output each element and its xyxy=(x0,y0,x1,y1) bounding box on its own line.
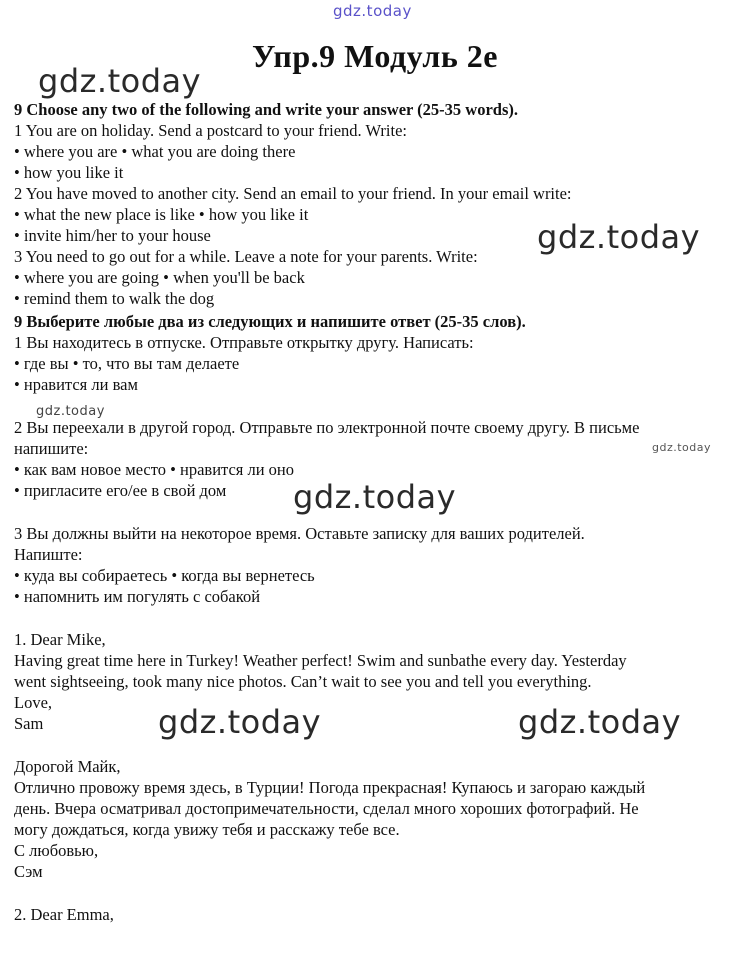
task-line-en: 3 You need to go out for a while. Leave a note for your parents. Write: xyxy=(14,247,478,266)
task-line-en: • remind them to walk the dog xyxy=(14,289,215,308)
task-line-en: 1 You are on holiday. Send a postcard to your friend. Write: xyxy=(14,121,407,140)
answer-line-ru: Отлично провожу время здесь, в Турции! Погода прекрасная! Купаюсь и загораю каждый xyxy=(14,778,646,797)
task-line-en: • invite him/her to your house xyxy=(14,226,211,245)
task-line-ru: 3 Вы должны выйти на некоторое время. Оставьте записку для ваших родителей. xyxy=(14,524,585,543)
answer-line-ru: Сэм xyxy=(14,862,43,881)
task-line-en: 2 You have moved to another city. Send an email to your friend. In your email write: xyxy=(14,184,572,203)
answer-line-ru: могу дождаться, когда увижу тебя и расскажу тебе все. xyxy=(14,820,400,839)
answer-line-en: Having great time here in Turkey! Weather perfect! Swim and sunbathe every day. Yesterday xyxy=(14,651,627,670)
task-line-ru: напишите: xyxy=(14,439,89,458)
task-line-ru: 1 Вы находитесь в отпуске. Отправьте открытку другу. Написать: xyxy=(14,333,474,352)
answer-line-ru: С любовью, xyxy=(14,841,99,860)
watermark: gdz.today xyxy=(293,478,457,516)
watermark: gdz.today xyxy=(652,441,712,454)
answer-line-en: Love, xyxy=(14,693,53,712)
task-line-ru: • напомнить им погулять с собакой xyxy=(14,587,261,606)
task-heading-en: 9 Choose any two of the following and write your answer (25-35 words). xyxy=(14,100,519,119)
watermark: gdz.today xyxy=(38,62,202,100)
task-line-ru: 2 Вы переехали в другой город. Отправьте по электронной почте своему другу. В письме xyxy=(14,418,640,437)
task-line-ru: Напиште: xyxy=(14,545,83,564)
answer-line-en: Sam xyxy=(14,714,44,733)
answer-line-en: 1. Dear Mike, xyxy=(14,630,106,649)
task-line-en: • what the new place is like • how you like it xyxy=(14,205,309,224)
task-line-en: • where you are • what you are doing there xyxy=(14,142,296,161)
watermark: gdz.today xyxy=(36,404,105,419)
task-line-ru: • как вам новое место • нравится ли оно xyxy=(14,460,295,479)
task-line-en: • where you are going • when you'll be back xyxy=(14,268,305,287)
answer-line-ru: Дорогой Майк, xyxy=(14,757,121,776)
answer-line-en: 2. Dear Emma, xyxy=(14,905,114,924)
answer-line-en: went sightseeing, took many nice photos. Can’t wait to see you and tell you everything. xyxy=(14,672,592,691)
watermark: gdz.today xyxy=(518,703,682,741)
task-line-ru: • пригласите его/ее в свой дом xyxy=(14,481,227,500)
task-line-en: • how you like it xyxy=(14,163,124,182)
task-line-ru: • где вы • то, что вы там делаете xyxy=(14,354,240,373)
task-line-ru: • нравится ли вам xyxy=(14,375,138,394)
watermark: gdz.today xyxy=(333,2,412,20)
watermark: gdz.today xyxy=(158,703,322,741)
answer-line-ru: день. Вчера осматривал достопримечательности, сделал много хороших фотографий. Не xyxy=(14,799,639,818)
task-line-ru: • куда вы собираетесь • когда вы вернетесь xyxy=(14,566,315,585)
watermark: gdz.today xyxy=(537,218,701,256)
task-heading-ru: 9 Выберите любые два из следующих и напишите ответ (25-35 слов). xyxy=(14,312,526,331)
page-title: Упр.9 Модуль 2е xyxy=(252,38,498,74)
